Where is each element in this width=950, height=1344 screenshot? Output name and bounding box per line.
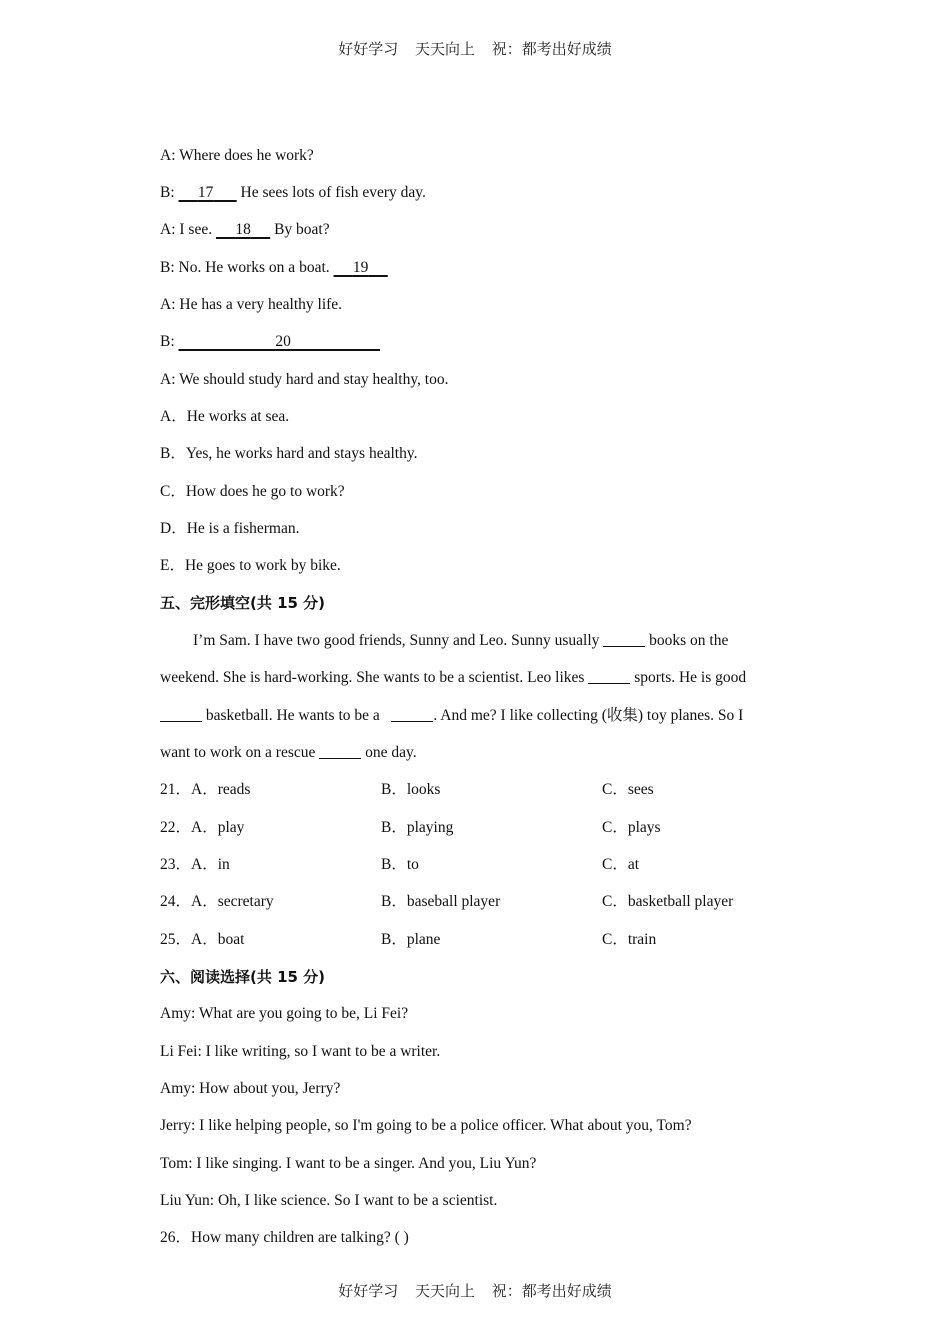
- blank-17: 17: [197, 184, 214, 201]
- header-motto-2: 天天向上: [414, 40, 475, 58]
- option-c: C．How does he go to work?: [160, 483, 345, 500]
- cloze-line-3: basketball. He wants to be a . And me? I like collecting (收集) toy planes. So I: [160, 706, 743, 726]
- reading-line-1: Amy: What are you going to be, Li Fei?: [160, 1005, 409, 1022]
- dialogue-line-1: A: Where does he work?: [160, 147, 314, 164]
- cloze-blank: [603, 631, 645, 647]
- header-wish: 祝：都考出好成绩: [491, 40, 612, 58]
- footer-motto-2: 天天向上: [414, 1282, 475, 1300]
- dialogue-line-3: A: I see. 18 By boat?: [160, 221, 330, 238]
- option-b: B．Yes, he works hard and stays healthy.: [160, 445, 418, 462]
- cloze-blank: [391, 706, 433, 722]
- footer-motto-1: 好好学习: [338, 1282, 399, 1300]
- question-26: 26．How many children are talking? ( ): [160, 1229, 409, 1246]
- reading-line-6: Liu Yun: Oh, I like science. So I want to be a scientist.: [160, 1192, 498, 1209]
- option-d: D．He is a fisherman.: [160, 520, 300, 537]
- dialogue-line-6: B: 20: [160, 332, 380, 352]
- page-header: [0, 38, 950, 59]
- footer-wish: 祝：都考出好成绩: [491, 1282, 612, 1300]
- blank-18: 18: [235, 221, 251, 238]
- cloze-line-2: weekend. She is hard-working. She wants to be a scientist. Leo likes sports. He is good: [160, 669, 747, 686]
- dialogue-line-5: A: He has a very healthy life.: [160, 296, 343, 313]
- reading-line-3: Amy: How about you, Jerry?: [160, 1080, 341, 1097]
- cloze-line-4: want to work on a rescue one day.: [160, 744, 417, 761]
- dialogue-line-2: B: 17 He sees lots of fish every day.: [160, 184, 426, 201]
- blank-19: 19: [352, 259, 369, 276]
- section-5-title: 五、完形填空(共 15 分): [160, 594, 326, 612]
- option-a: A．He works at sea.: [160, 408, 290, 425]
- cloze-blank: [319, 743, 361, 759]
- header-motto-1: 好好学习: [338, 40, 399, 58]
- cloze-line-1: I’m Sam. I have two good friends, Sunny and Leo. Sunny usually books on the: [193, 632, 729, 649]
- cloze-blank: [160, 706, 202, 722]
- blank-20: 20: [275, 333, 291, 350]
- dialogue-line-7: A: We should study hard and stay healthy, too.: [160, 371, 449, 388]
- reading-line-5: Tom: I like singing. I want to be a singer. And you, Liu Yun?: [160, 1155, 537, 1172]
- section-6-title: 六、阅读选择(共 15 分): [160, 968, 326, 986]
- reading-line-2: Li Fei: I like writing, so I want to be a writer.: [160, 1043, 441, 1060]
- page-footer: [0, 1280, 950, 1301]
- reading-line-4: Jerry: I like helping people, so I'm going to be a police officer. What about you, Tom?: [160, 1117, 692, 1134]
- cloze-blank: [588, 668, 630, 684]
- option-e: E．He goes to work by bike.: [160, 557, 341, 574]
- dialogue-line-4: B: No. He works on a boat. 19: [160, 258, 388, 278]
